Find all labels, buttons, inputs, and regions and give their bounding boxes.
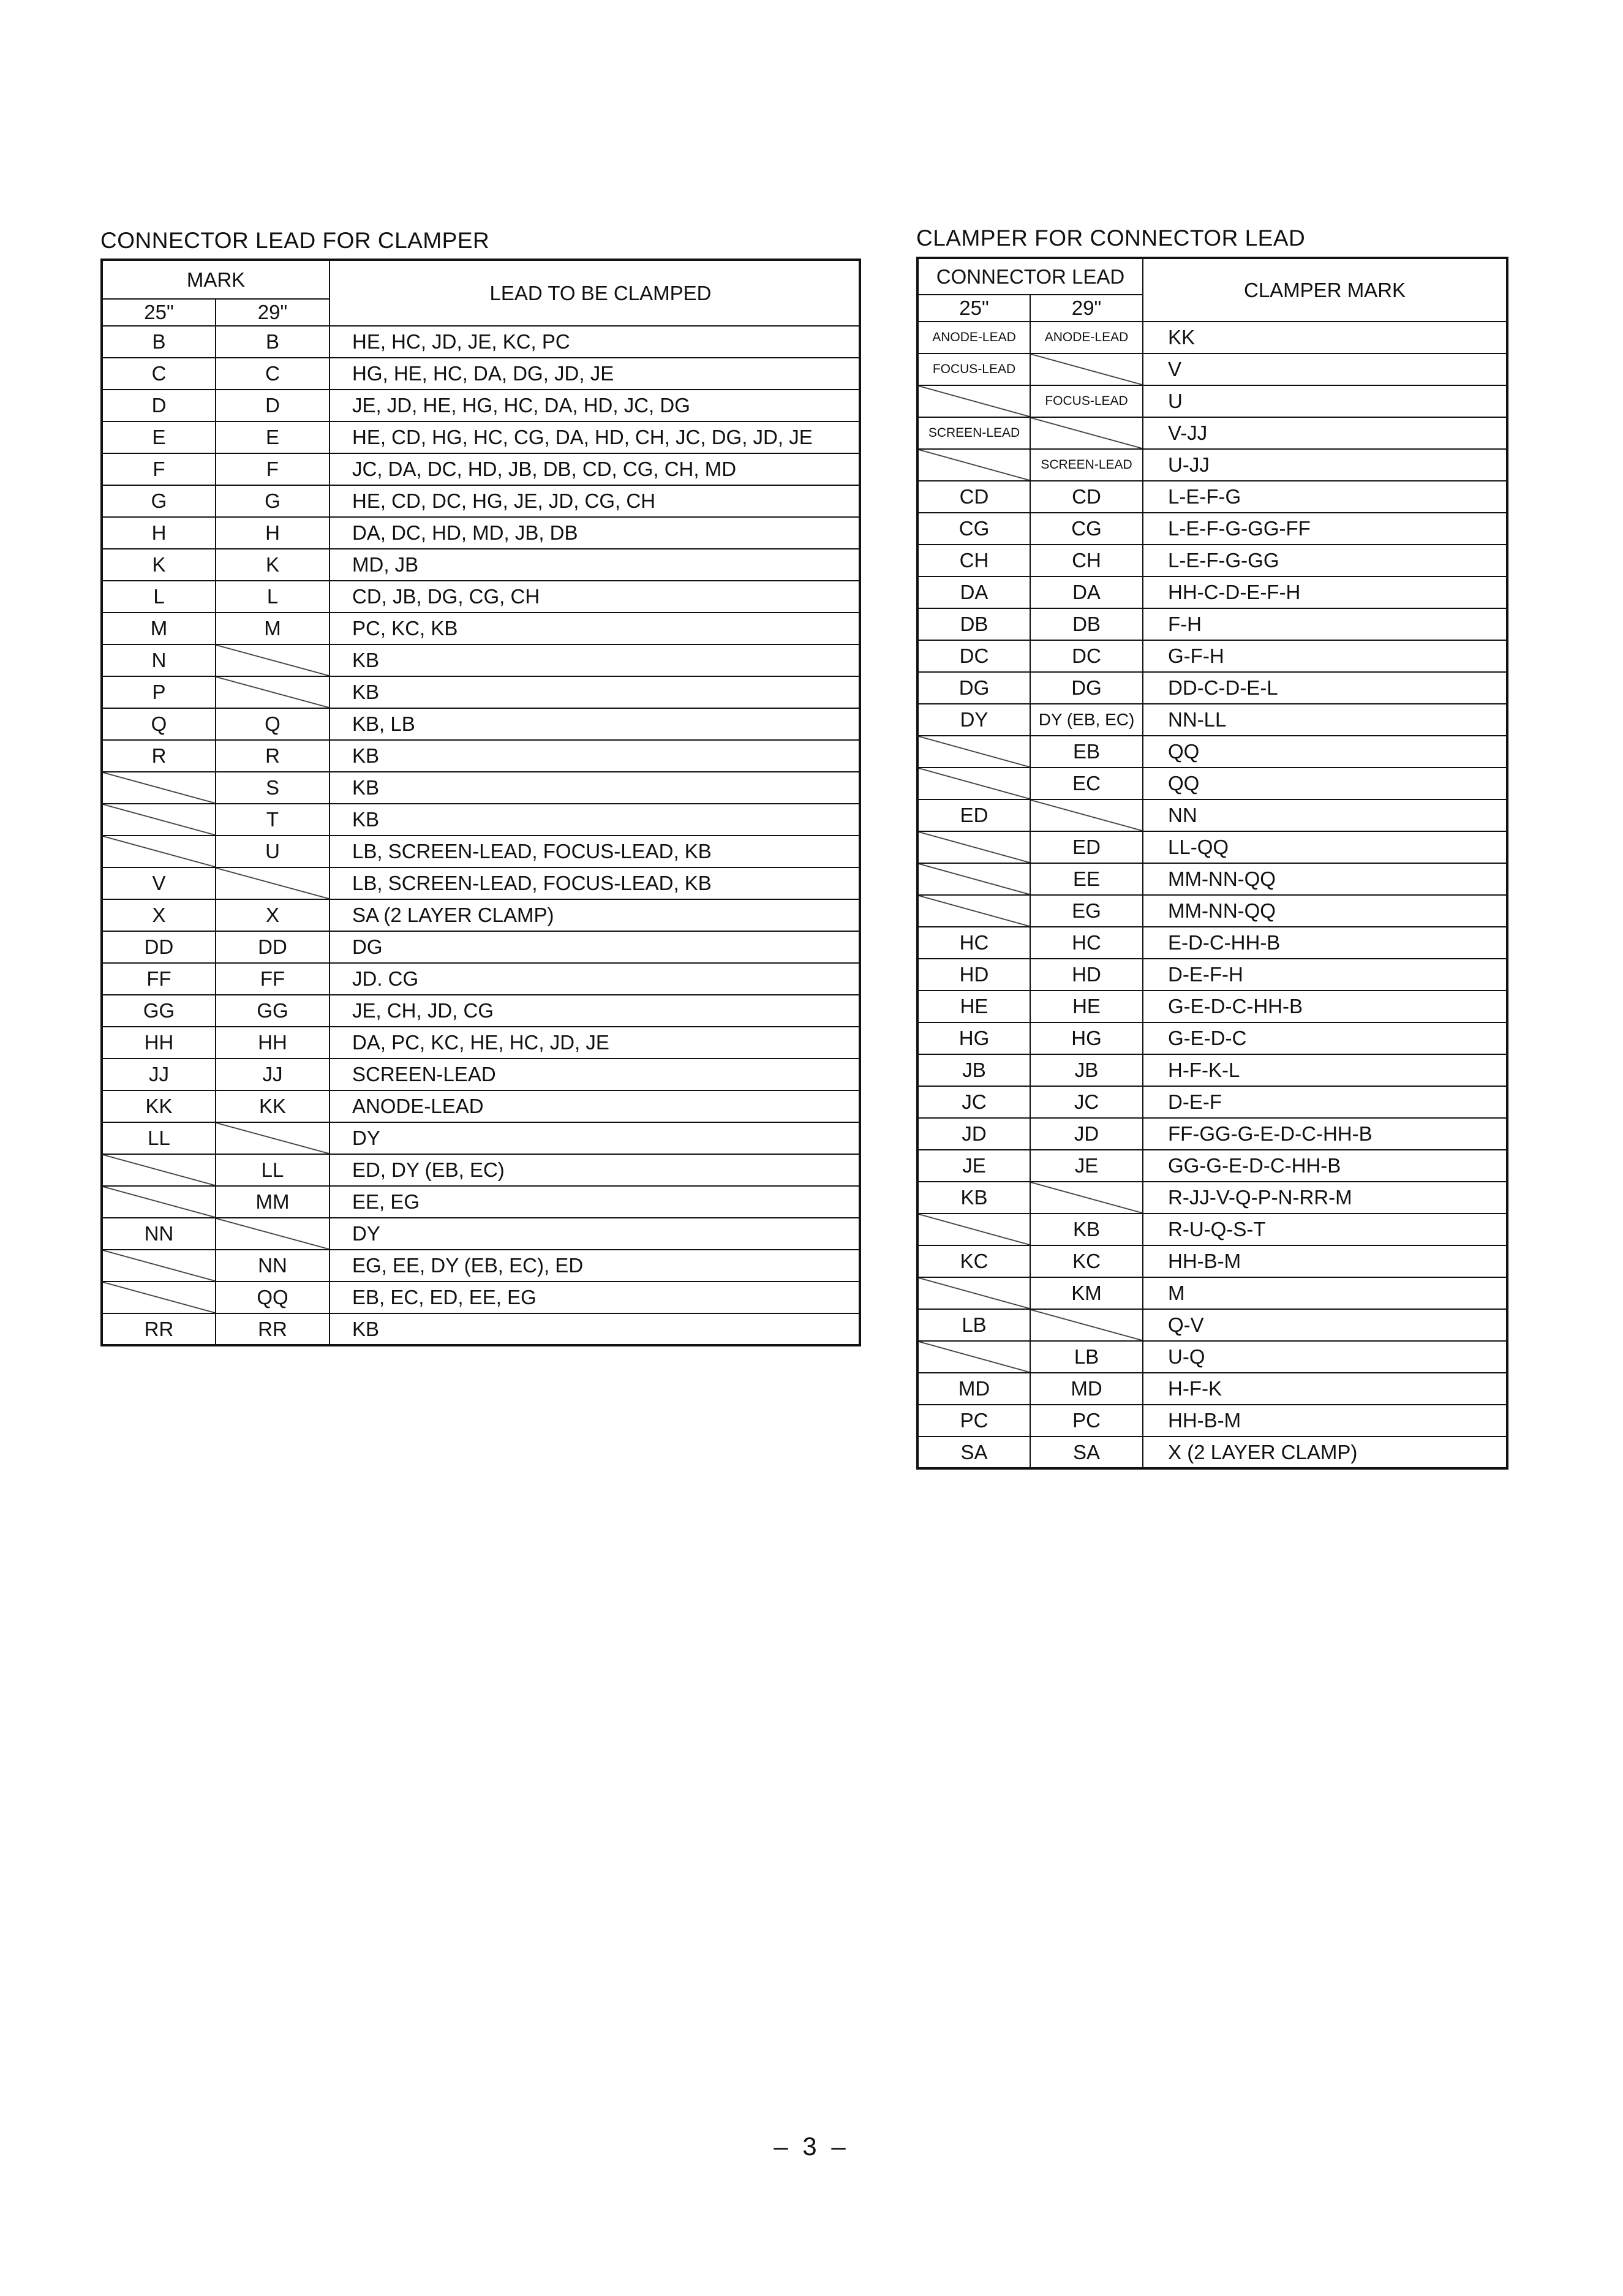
lead-cell: HG, HE, HC, DA, DG, JD, JE	[329, 358, 860, 390]
connector-25-cell: JD	[917, 1118, 1030, 1150]
lead-cell: KB	[329, 740, 860, 772]
connector-25-cell: DB	[917, 608, 1030, 640]
table-row	[917, 449, 1507, 481]
table-row	[917, 513, 1507, 545]
connector-29-cell	[1030, 1309, 1143, 1341]
connector-25-cell	[917, 736, 1030, 768]
connector-25-cell: LB	[917, 1309, 1030, 1341]
clamper-mark-cell: L-E-F-G-GG	[1143, 545, 1507, 576]
connector-25-cell: PC	[917, 1405, 1030, 1437]
connector-25-cell: JB	[917, 1054, 1030, 1086]
connector-29-cell: CD	[1030, 481, 1143, 513]
connector-29-cell: KB	[1030, 1214, 1143, 1245]
table-row	[102, 485, 860, 517]
table-row	[102, 1122, 860, 1154]
mark-29-cell: R	[216, 740, 329, 772]
table-row	[917, 736, 1507, 768]
mark-25-cell: Q	[102, 708, 216, 740]
table-row	[102, 963, 860, 995]
clamper-mark-cell: FF-GG-G-E-D-C-HH-B	[1143, 1118, 1507, 1150]
connector-25-cell: KC	[917, 1245, 1030, 1277]
table-row	[917, 991, 1507, 1022]
mark-29-cell: E	[216, 421, 329, 453]
table-row	[917, 704, 1507, 736]
right-table-body	[917, 322, 1507, 1468]
clamper-mark-cell: E-D-C-HH-B	[1143, 927, 1507, 959]
connector-25-cell	[917, 385, 1030, 417]
connector-25-cell	[917, 1277, 1030, 1309]
table-row	[102, 1250, 860, 1282]
mark-29-cell: G	[216, 485, 329, 517]
table-row	[917, 1277, 1507, 1309]
connector-29-cell: DA	[1030, 576, 1143, 608]
mark-29-cell: K	[216, 549, 329, 581]
clamper-mark-cell: MM-NN-QQ	[1143, 863, 1507, 895]
connector-29-cell	[1030, 417, 1143, 449]
table-row	[917, 863, 1507, 895]
connector-25-cell	[917, 895, 1030, 927]
connector-29-cell: SA	[1030, 1437, 1143, 1468]
clamper-mark-cell: U-JJ	[1143, 449, 1507, 481]
mark-29-cell: B	[216, 326, 329, 358]
mark-29-cell: S	[216, 772, 329, 804]
mark-29-cell	[216, 644, 329, 676]
connector-29-cell: EE	[1030, 863, 1143, 895]
connector-25-cell: HD	[917, 959, 1030, 991]
lead-cell: KB, LB	[329, 708, 860, 740]
table-row	[102, 421, 860, 453]
connector-29-cell: JD	[1030, 1118, 1143, 1150]
header-lead-to-be-clamped: LEAD TO BE CLAMPED	[329, 260, 860, 326]
table-row	[917, 831, 1507, 863]
table-row	[917, 1437, 1507, 1468]
clamper-mark-cell: QQ	[1143, 736, 1507, 768]
lead-cell: ANODE-LEAD	[329, 1090, 860, 1122]
connector-29-cell	[1030, 353, 1143, 385]
table-row	[917, 1373, 1507, 1405]
table-row	[917, 1341, 1507, 1373]
clamper-mark-cell: QQ	[1143, 768, 1507, 799]
lead-cell: DY	[329, 1218, 860, 1250]
mark-25-cell	[102, 804, 216, 836]
connector-25-cell	[917, 1214, 1030, 1245]
table-row	[102, 1218, 860, 1250]
lead-cell: KB	[329, 1313, 860, 1345]
mark-29-cell: GG	[216, 995, 329, 1027]
mark-25-cell: D	[102, 390, 216, 421]
connector-25-cell	[917, 768, 1030, 799]
connector-25-cell	[917, 831, 1030, 863]
table-row	[917, 576, 1507, 608]
mark-25-cell	[102, 1282, 216, 1313]
mark-29-cell: Q	[216, 708, 329, 740]
clamper-mark-cell: MM-NN-QQ	[1143, 895, 1507, 927]
table-row	[917, 353, 1507, 385]
lead-cell: PC, KC, KB	[329, 613, 860, 644]
connector-29-cell: HC	[1030, 927, 1143, 959]
connector-25-cell: CD	[917, 481, 1030, 513]
header-25-inch: 25"	[102, 299, 216, 326]
connector-29-cell: CH	[1030, 545, 1143, 576]
clamper-mark-cell: GG-G-E-D-C-HH-B	[1143, 1150, 1507, 1182]
clamper-mark-cell: H-F-K-L	[1143, 1054, 1507, 1086]
lead-cell: KB	[329, 644, 860, 676]
table-row	[917, 322, 1507, 353]
connector-25-cell: MD	[917, 1373, 1030, 1405]
connector-25-cell	[917, 449, 1030, 481]
connector-29-cell: DC	[1030, 640, 1143, 672]
mark-29-cell: QQ	[216, 1282, 329, 1313]
connector-29-cell: DB	[1030, 608, 1143, 640]
lead-cell: DA, DC, HD, MD, JB, DB	[329, 517, 860, 549]
page-number: – 3 –	[774, 2132, 849, 2161]
clamper-mark-cell: NN	[1143, 799, 1507, 831]
table-row	[917, 672, 1507, 704]
clamper-mark-cell: V-JJ	[1143, 417, 1507, 449]
mark-25-cell: NN	[102, 1218, 216, 1250]
mark-29-cell: KK	[216, 1090, 329, 1122]
mark-29-cell: X	[216, 899, 329, 931]
connector-29-cell: CG	[1030, 513, 1143, 545]
clamper-mark-cell: V	[1143, 353, 1507, 385]
connector-29-cell: FOCUS-LEAD	[1030, 385, 1143, 417]
header-29-inch: 29"	[216, 299, 329, 326]
mark-25-cell	[102, 836, 216, 867]
table-row	[917, 1150, 1507, 1182]
connector-25-cell	[917, 1341, 1030, 1373]
lead-cell: DA, PC, KC, HE, HC, JD, JE	[329, 1027, 860, 1059]
mark-25-cell: F	[102, 453, 216, 485]
mark-25-cell: K	[102, 549, 216, 581]
table-row	[102, 1027, 860, 1059]
connector-25-cell: DG	[917, 672, 1030, 704]
mark-25-cell	[102, 1154, 216, 1186]
table-row	[102, 644, 860, 676]
table-row	[102, 1186, 860, 1218]
table-row	[917, 1405, 1507, 1437]
mark-25-cell: R	[102, 740, 216, 772]
connector-25-cell: SCREEN-LEAD	[917, 417, 1030, 449]
mark-29-cell: DD	[216, 931, 329, 963]
table-row	[917, 608, 1507, 640]
connector-lead-for-clamper-table	[100, 259, 861, 1346]
lead-cell: JE, CH, JD, CG	[329, 995, 860, 1027]
clamper-mark-cell: M	[1143, 1277, 1507, 1309]
clamper-mark-cell: R-JJ-V-Q-P-N-RR-M	[1143, 1182, 1507, 1214]
clamper-mark-cell: D-E-F	[1143, 1086, 1507, 1118]
table-row	[102, 1313, 860, 1345]
lead-cell: EB, EC, ED, EE, EG	[329, 1282, 860, 1313]
mark-25-cell: FF	[102, 963, 216, 995]
connector-29-cell: ANODE-LEAD	[1030, 322, 1143, 353]
table-row	[917, 1309, 1507, 1341]
table-row	[102, 613, 860, 644]
table-row	[917, 545, 1507, 576]
lead-cell: EE, EG	[329, 1186, 860, 1218]
connector-25-cell: DC	[917, 640, 1030, 672]
connector-29-cell: JE	[1030, 1150, 1143, 1182]
clamper-mark-cell: F-H	[1143, 608, 1507, 640]
connector-29-cell: JC	[1030, 1086, 1143, 1118]
lead-cell: SCREEN-LEAD	[329, 1059, 860, 1090]
mark-29-cell: RR	[216, 1313, 329, 1345]
table-row	[102, 453, 860, 485]
connector-29-cell: DG	[1030, 672, 1143, 704]
clamper-mark-cell: HH-B-M	[1143, 1245, 1507, 1277]
clamper-mark-cell: X (2 LAYER CLAMP)	[1143, 1437, 1507, 1468]
lead-cell: HE, HC, JD, JE, KC, PC	[329, 326, 860, 358]
header-mark: MARK	[102, 260, 329, 299]
connector-29-cell: KC	[1030, 1245, 1143, 1277]
table-row	[917, 895, 1507, 927]
connector-25-cell: HE	[917, 991, 1030, 1022]
table-row	[102, 1090, 860, 1122]
table-row	[917, 1086, 1507, 1118]
table-row	[102, 549, 860, 581]
connector-29-cell: ED	[1030, 831, 1143, 863]
connector-25-cell	[917, 863, 1030, 895]
table-row	[102, 772, 860, 804]
mark-25-cell: L	[102, 581, 216, 613]
lead-cell: KB	[329, 676, 860, 708]
connector-29-cell: HE	[1030, 991, 1143, 1022]
left-table-body	[102, 326, 860, 1345]
connector-25-cell: FOCUS-LEAD	[917, 353, 1030, 385]
lead-cell: CD, JB, DG, CG, CH	[329, 581, 860, 613]
table-row	[102, 836, 860, 867]
clamper-mark-cell: L-E-F-G-GG-FF	[1143, 513, 1507, 545]
clamper-mark-cell: NN-LL	[1143, 704, 1507, 736]
table-row	[102, 1059, 860, 1090]
clamper-for-connector-lead-table	[916, 257, 1508, 1470]
table-row	[102, 740, 860, 772]
table-row	[102, 358, 860, 390]
table-row	[917, 385, 1507, 417]
mark-25-cell: B	[102, 326, 216, 358]
connector-29-cell: PC	[1030, 1405, 1143, 1437]
mark-25-cell: JJ	[102, 1059, 216, 1090]
left-table-title: CONNECTOR LEAD FOR CLAMPER	[100, 228, 490, 253]
connector-25-cell: ANODE-LEAD	[917, 322, 1030, 353]
table-row	[102, 326, 860, 358]
connector-25-cell: DA	[917, 576, 1030, 608]
mark-25-cell	[102, 1186, 216, 1218]
mark-29-cell: C	[216, 358, 329, 390]
mark-29-cell: L	[216, 581, 329, 613]
header-clamper-mark: CLAMPER MARK	[1143, 258, 1507, 322]
table-row	[917, 1118, 1507, 1150]
mark-25-cell: G	[102, 485, 216, 517]
mark-25-cell	[102, 772, 216, 804]
lead-cell: ED, DY (EB, EC)	[329, 1154, 860, 1186]
mark-29-cell: D	[216, 390, 329, 421]
connector-25-cell: CH	[917, 545, 1030, 576]
mark-29-cell: LL	[216, 1154, 329, 1186]
clamper-mark-cell: L-E-F-G	[1143, 481, 1507, 513]
mark-29-cell: NN	[216, 1250, 329, 1282]
table-row	[917, 417, 1507, 449]
connector-29-cell: SCREEN-LEAD	[1030, 449, 1143, 481]
mark-25-cell: E	[102, 421, 216, 453]
connector-25-cell: CG	[917, 513, 1030, 545]
mark-25-cell: KK	[102, 1090, 216, 1122]
clamper-mark-cell: H-F-K	[1143, 1373, 1507, 1405]
table-row	[102, 581, 860, 613]
connector-29-cell: LB	[1030, 1341, 1143, 1373]
connector-25-cell: DY	[917, 704, 1030, 736]
mark-29-cell	[216, 676, 329, 708]
clamper-mark-cell: G-E-D-C-HH-B	[1143, 991, 1507, 1022]
lead-cell: KB	[329, 772, 860, 804]
lead-cell: LB, SCREEN-LEAD, FOCUS-LEAD, KB	[329, 836, 860, 867]
table-row	[102, 390, 860, 421]
table-row	[102, 804, 860, 836]
mark-25-cell: P	[102, 676, 216, 708]
mark-25-cell: M	[102, 613, 216, 644]
connector-29-cell: DY (EB, EC)	[1030, 704, 1143, 736]
table-row	[102, 995, 860, 1027]
clamper-mark-cell: U-Q	[1143, 1341, 1507, 1373]
connector-29-cell: EC	[1030, 768, 1143, 799]
table-row	[102, 899, 860, 931]
mark-29-cell: T	[216, 804, 329, 836]
mark-29-cell	[216, 1122, 329, 1154]
lead-cell: SA (2 LAYER CLAMP)	[329, 899, 860, 931]
mark-29-cell: MM	[216, 1186, 329, 1218]
table-row	[102, 1154, 860, 1186]
clamper-mark-cell: HH-B-M	[1143, 1405, 1507, 1437]
table-row	[917, 481, 1507, 513]
clamper-mark-cell: G-E-D-C	[1143, 1022, 1507, 1054]
table-row	[917, 1182, 1507, 1214]
table-row	[102, 708, 860, 740]
table-row	[917, 1022, 1507, 1054]
table-row	[102, 676, 860, 708]
lead-cell: JC, DA, DC, HD, JB, DB, CD, CG, CH, MD	[329, 453, 860, 485]
mark-25-cell: DD	[102, 931, 216, 963]
lead-cell: DY	[329, 1122, 860, 1154]
mark-25-cell: GG	[102, 995, 216, 1027]
lead-cell: JE, JD, HE, HG, HC, DA, HD, JC, DG	[329, 390, 860, 421]
connector-29-cell: HG	[1030, 1022, 1143, 1054]
connector-25-cell: ED	[917, 799, 1030, 831]
lead-cell: HE, CD, DC, HG, JE, JD, CG, CH	[329, 485, 860, 517]
table-row	[102, 867, 860, 899]
lead-cell: HE, CD, HG, HC, CG, DA, HD, CH, JC, DG, JD, JE	[329, 421, 860, 453]
connector-25-cell: HG	[917, 1022, 1030, 1054]
connector-29-cell: KM	[1030, 1277, 1143, 1309]
mark-29-cell: FF	[216, 963, 329, 995]
table-row	[917, 768, 1507, 799]
lead-cell: MD, JB	[329, 549, 860, 581]
mark-25-cell: H	[102, 517, 216, 549]
lead-cell: JD. CG	[329, 963, 860, 995]
header-25-inch: 25"	[917, 295, 1030, 322]
connector-29-cell	[1030, 799, 1143, 831]
mark-29-cell: F	[216, 453, 329, 485]
mark-25-cell: LL	[102, 1122, 216, 1154]
mark-25-cell: HH	[102, 1027, 216, 1059]
mark-29-cell: HH	[216, 1027, 329, 1059]
connector-25-cell: JE	[917, 1150, 1030, 1182]
lead-cell: DG	[329, 931, 860, 963]
mark-25-cell: C	[102, 358, 216, 390]
mark-29-cell	[216, 867, 329, 899]
table-row	[917, 640, 1507, 672]
mark-25-cell	[102, 1250, 216, 1282]
clamper-mark-cell: D-E-F-H	[1143, 959, 1507, 991]
mark-25-cell: RR	[102, 1313, 216, 1345]
connector-29-cell: HD	[1030, 959, 1143, 991]
clamper-mark-cell: KK	[1143, 322, 1507, 353]
mark-29-cell: U	[216, 836, 329, 867]
connector-25-cell: HC	[917, 927, 1030, 959]
connector-25-cell: KB	[917, 1182, 1030, 1214]
mark-29-cell: M	[216, 613, 329, 644]
table-row	[917, 959, 1507, 991]
connector-29-cell: EG	[1030, 895, 1143, 927]
clamper-mark-cell: R-U-Q-S-T	[1143, 1214, 1507, 1245]
lead-cell: LB, SCREEN-LEAD, FOCUS-LEAD, KB	[329, 867, 860, 899]
connector-25-cell: JC	[917, 1086, 1030, 1118]
table-row	[917, 1245, 1507, 1277]
right-table-title: CLAMPER FOR CONNECTOR LEAD	[916, 225, 1306, 251]
mark-25-cell: X	[102, 899, 216, 931]
lead-cell: EG, EE, DY (EB, EC), ED	[329, 1250, 860, 1282]
clamper-mark-cell: DD-C-D-E-L	[1143, 672, 1507, 704]
clamper-mark-cell: U	[1143, 385, 1507, 417]
connector-29-cell	[1030, 1182, 1143, 1214]
table-row	[102, 931, 860, 963]
connector-29-cell: MD	[1030, 1373, 1143, 1405]
mark-25-cell: V	[102, 867, 216, 899]
mark-25-cell: N	[102, 644, 216, 676]
clamper-mark-cell: Q-V	[1143, 1309, 1507, 1341]
clamper-mark-cell: G-F-H	[1143, 640, 1507, 672]
mark-29-cell	[216, 1218, 329, 1250]
connector-29-cell: JB	[1030, 1054, 1143, 1086]
mark-29-cell: H	[216, 517, 329, 549]
table-row	[917, 927, 1507, 959]
header-29-inch: 29"	[1030, 295, 1143, 322]
mark-29-cell: JJ	[216, 1059, 329, 1090]
lead-cell: KB	[329, 804, 860, 836]
table-row	[917, 799, 1507, 831]
table-row	[102, 517, 860, 549]
table-row	[917, 1214, 1507, 1245]
table-row	[917, 1054, 1507, 1086]
connector-29-cell: EB	[1030, 736, 1143, 768]
connector-25-cell: SA	[917, 1437, 1030, 1468]
clamper-mark-cell: HH-C-D-E-F-H	[1143, 576, 1507, 608]
clamper-mark-cell: LL-QQ	[1143, 831, 1507, 863]
table-row	[102, 1282, 860, 1313]
header-connector-lead: CONNECTOR LEAD	[917, 258, 1143, 295]
